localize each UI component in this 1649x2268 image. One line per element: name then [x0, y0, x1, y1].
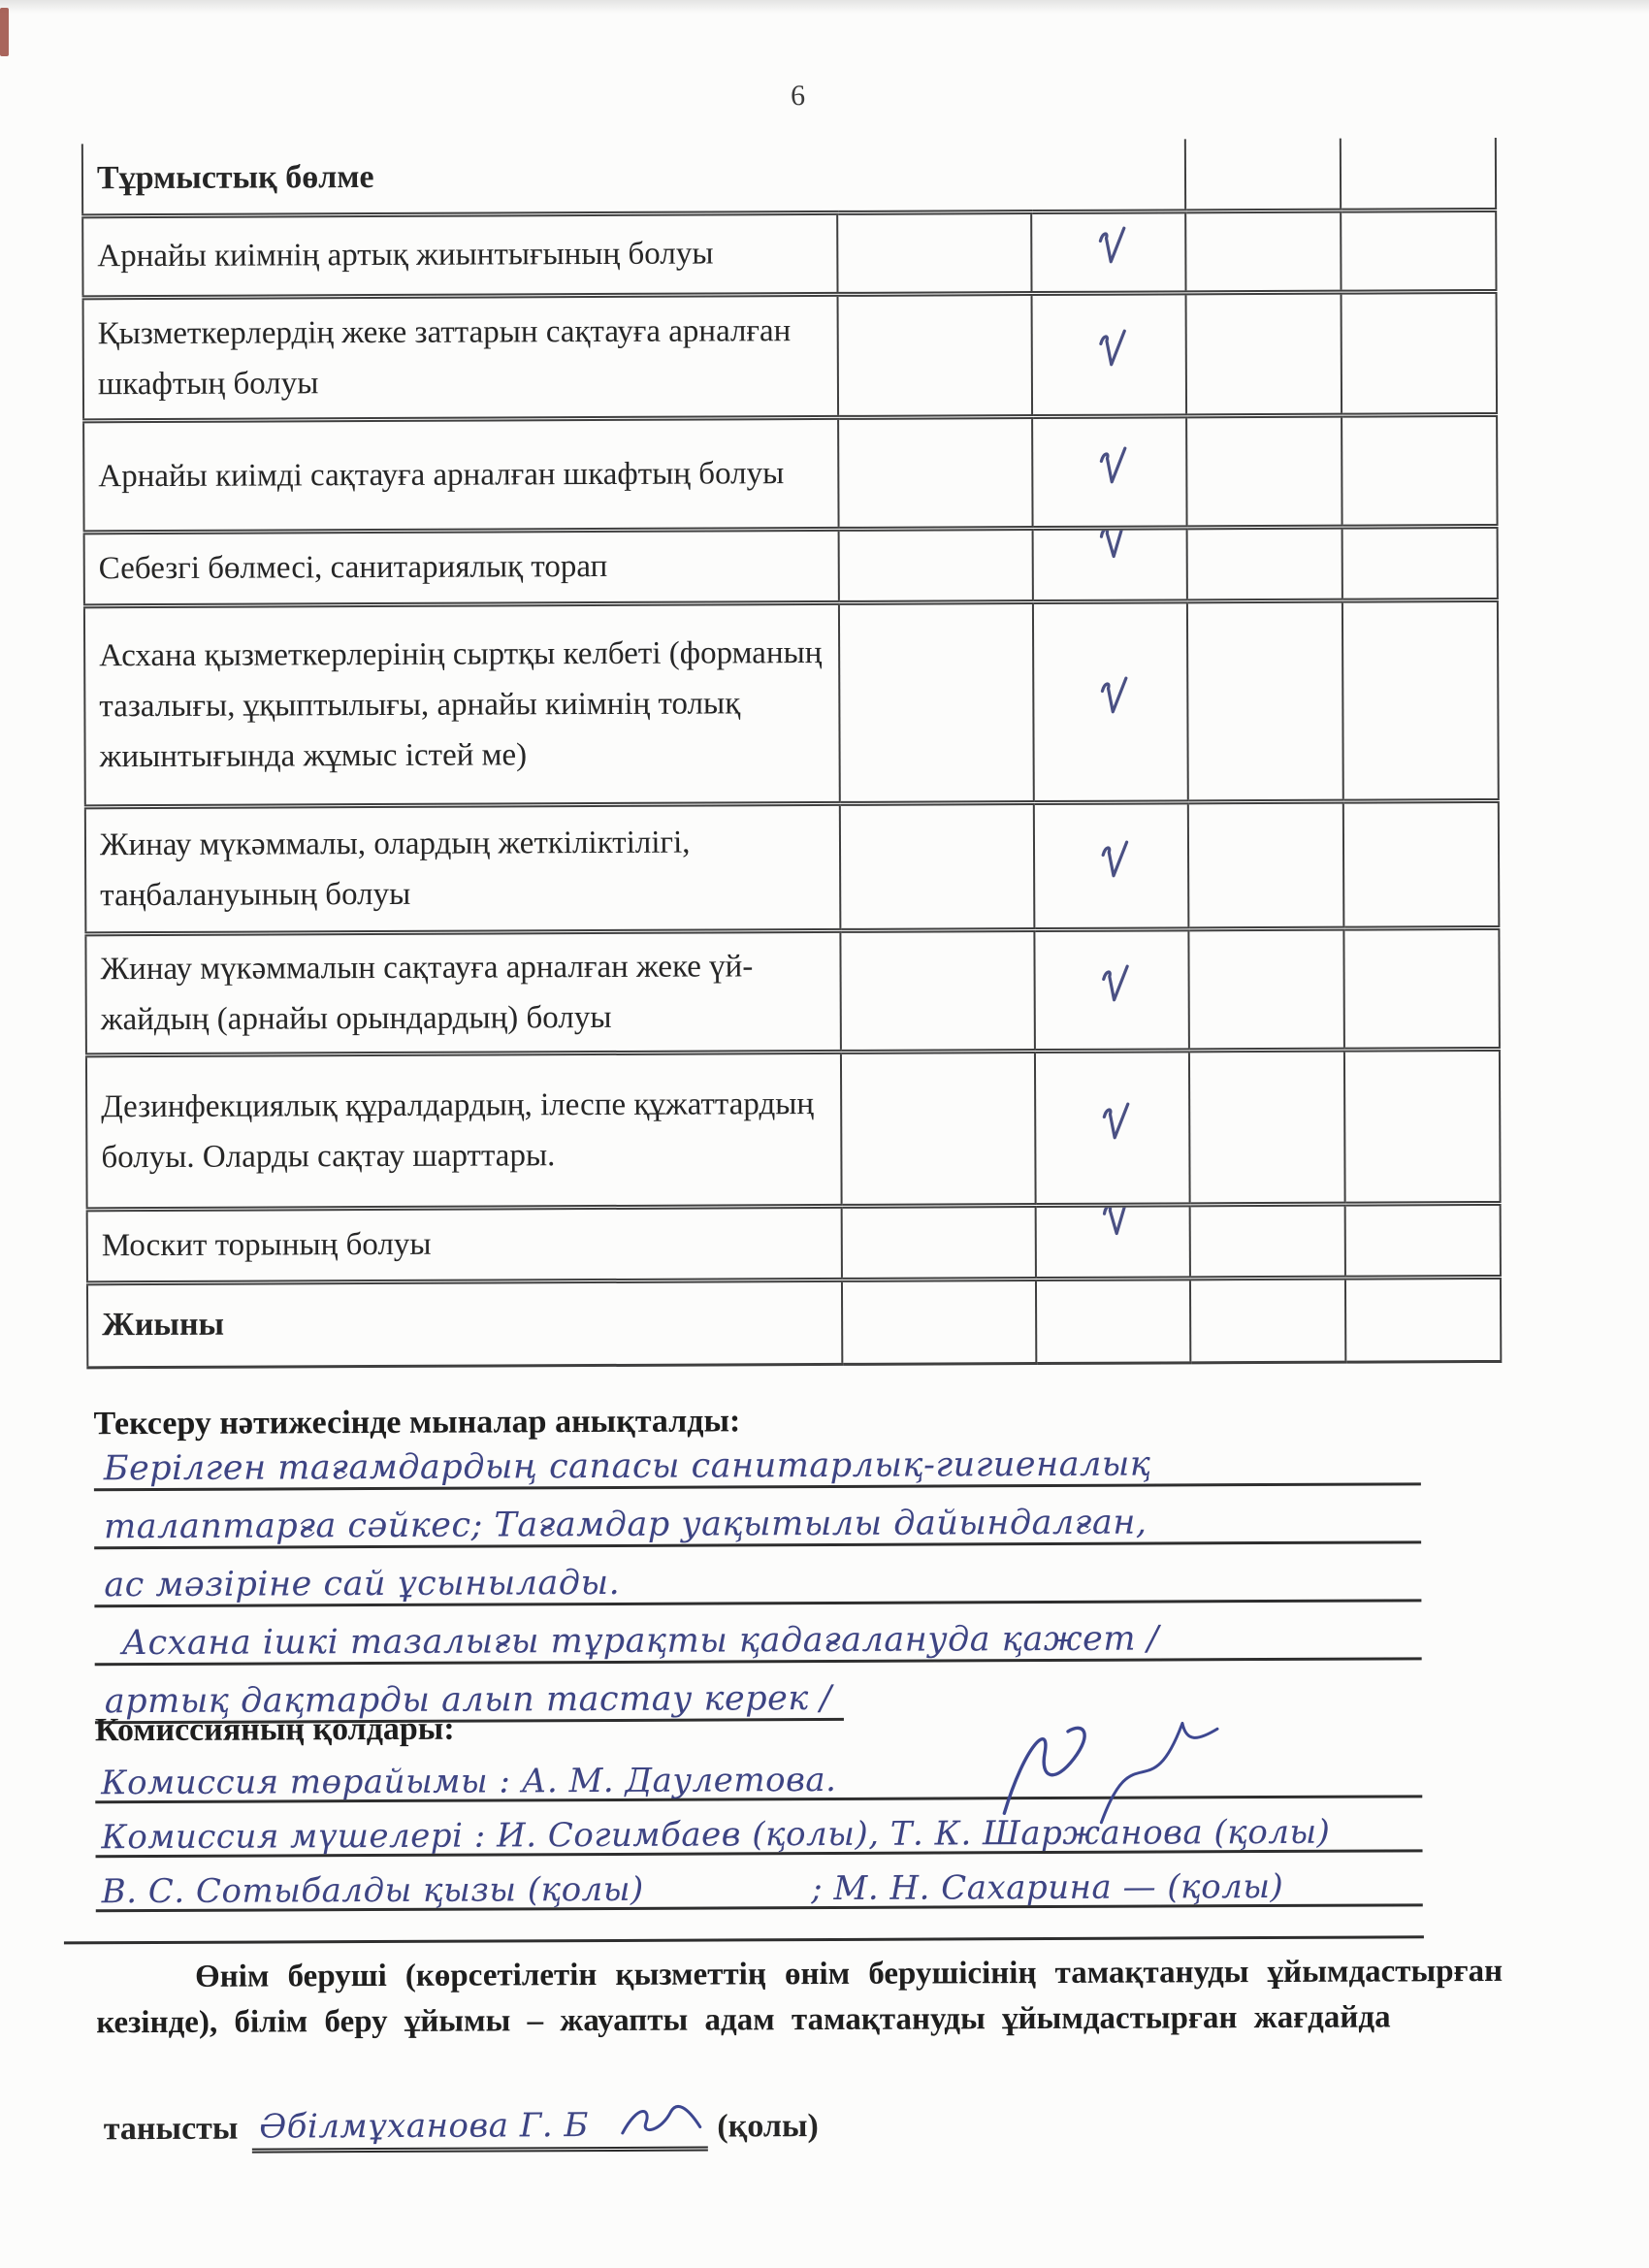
table-row — [85, 800, 1500, 933]
empty-cell — [1187, 527, 1342, 601]
empty-cell — [841, 1051, 1036, 1206]
empty-cell — [1187, 600, 1343, 802]
signature-line — [96, 1852, 1423, 1912]
header-empty-cell — [1341, 138, 1496, 211]
empty-cell — [1343, 800, 1500, 928]
signature-text: Комиссия төрайымы : А. М. Даулетова. — [101, 1760, 837, 1803]
empty-cell — [1345, 1277, 1501, 1362]
checkmark-icon — [1091, 440, 1127, 488]
empty-cell — [1185, 211, 1341, 293]
acquainted-signature-underline — [251, 2094, 707, 2154]
empty-cell — [837, 211, 1031, 294]
signature-suffix-label: (қолы) — [717, 2108, 819, 2145]
handwritten-line — [94, 1543, 1421, 1607]
acquainted-signature-row — [104, 2093, 819, 2154]
empty-cell — [1342, 291, 1498, 415]
row-label: Москит торының болуы — [87, 1206, 842, 1282]
handwritten-text: артық дақтарды алып тастау керек / — [104, 1678, 832, 1722]
total-row-label: Жиыны — [87, 1280, 842, 1367]
checkmark-icon — [1092, 670, 1128, 718]
acquainted-label: танысты — [103, 2110, 239, 2148]
empty-cell — [842, 1205, 1036, 1280]
empty-cell — [1342, 526, 1498, 600]
row-label: Арнайы киімді сақтауға арналған шкафтың болуы — [83, 417, 838, 532]
table-row — [87, 1203, 1501, 1282]
row-label: Себезгі бөлмесі, санитариялық торап — [84, 529, 839, 605]
empty-cell — [1188, 801, 1344, 929]
inspection-checklist-table — [81, 138, 1503, 1369]
empty-cell — [1188, 928, 1344, 1051]
handwritten-text: Асхана ішкі тазалығы тұрақты қадағалануда қажет / — [121, 1619, 1159, 1664]
results-handwritten-block — [94, 1427, 1422, 1724]
table-total-row — [87, 1277, 1501, 1367]
table-section-header-row — [82, 138, 1496, 215]
empty-cell — [838, 416, 1032, 529]
empty-cell — [839, 601, 1034, 803]
row-label: Арнайы киімнің артық жиынтығының болуы — [82, 212, 837, 297]
footer-paragraph: Өнім беруші (көрсетілетін қызметтің өнім берушісінің тамақтануды ұйымдастырған кезінде), білім беру ұйымы – жауапты адам тамақтануды ұйымдастырған жағдайда — [96, 1953, 1504, 2041]
check-cell — [1035, 1050, 1190, 1205]
checkmark-icon — [1093, 958, 1129, 1006]
row-label: Қызметкерлердің жеке заттарын сақтауға арналған шкафтың болуы — [83, 294, 839, 420]
table-row — [82, 210, 1496, 297]
empty-cell — [1343, 927, 1500, 1050]
section-header-cell: Тұрмыстық бөлме — [82, 139, 1185, 215]
checkmark-icon — [1094, 1204, 1132, 1240]
check-cell — [1033, 527, 1187, 601]
handwritten-line — [94, 1602, 1421, 1666]
empty-cell — [1186, 292, 1342, 416]
results-heading: Тексеру нәтижесінде мыналар анықталды: — [93, 1403, 741, 1442]
signature-text: В. С. Сотыбалды қызы (қолы) ; М. Н. Сахарина — (қолы) — [101, 1866, 1284, 1912]
empty-cell — [1189, 1050, 1345, 1205]
handwritten-text: талаптарға сәйкес; Тағамдар уақытылы дайындалған, — [103, 1503, 1148, 1547]
commission-signatures-block — [95, 1743, 1423, 1912]
row-label: Жинау мүкәммалы, олардың жеткіліктілігі, таңбалануының болуы — [85, 803, 841, 933]
empty-cell — [838, 293, 1033, 417]
page-number: 6 — [791, 80, 806, 113]
handwritten-line — [94, 1485, 1421, 1549]
handwritten-line — [94, 1427, 1421, 1491]
empty-cell — [842, 1279, 1036, 1364]
header-empty-cell — [1185, 139, 1341, 211]
checkmark-icon — [1091, 323, 1127, 371]
table-row — [83, 291, 1498, 420]
table-row — [84, 599, 1499, 806]
checkmark-icon — [1093, 834, 1129, 882]
row-label: Жинау мүкәммалын сақтауға арналған жеке үй-жайдың (арнайы орындардың) болуы — [85, 930, 841, 1054]
check-cell — [1033, 600, 1188, 802]
blank-ruled-line — [64, 1935, 1424, 1944]
acquainted-signature-flourish — [618, 2098, 705, 2143]
checkmark-icon — [1094, 1096, 1130, 1144]
check-cell — [1036, 1204, 1190, 1279]
row-label: Асхана қызметкерлерінің сыртқы келбеті (форманың тазалығы, ұқыптылығы, арнайы киімнің толық жиынтығында жұмыс істей ме) — [84, 602, 840, 806]
empty-cell — [840, 929, 1035, 1052]
check-cell — [1032, 292, 1187, 416]
acquainted-signature-name: Әбілмұханова Г. Б — [259, 2106, 589, 2147]
signature-text: Комиссия мүшелері : И. Согимбаев (қолы), Т. К. Шаржанова (қолы) — [101, 1812, 1331, 1858]
handwritten-text: ас мәзіріне сай ұсынылады. — [104, 1563, 621, 1605]
table-row — [86, 1049, 1501, 1209]
empty-cell — [1342, 599, 1499, 801]
empty-cell — [1190, 1278, 1345, 1363]
empty-cell — [1344, 1049, 1501, 1204]
commission-heading: Комиссияның қолдары: — [94, 1710, 455, 1749]
table-row — [85, 927, 1500, 1054]
empty-cell — [840, 802, 1035, 930]
empty-cell — [839, 528, 1033, 602]
check-cell — [1036, 1278, 1190, 1363]
signature-line — [95, 1743, 1422, 1803]
signature-line — [95, 1798, 1422, 1858]
empty-cell — [1341, 210, 1496, 292]
row-label: Дезинфекциялық құралдардың, ілеспе құжаттардың болуы. Оларды сақтау шарттары. — [86, 1052, 842, 1209]
check-cell — [1032, 415, 1187, 528]
empty-cell — [1342, 414, 1498, 527]
table-row — [83, 414, 1498, 532]
empty-cell — [1345, 1203, 1501, 1278]
checkmark-icon — [1090, 220, 1126, 268]
check-cell — [1031, 211, 1185, 293]
check-cell — [1034, 801, 1189, 929]
table-row — [84, 526, 1498, 605]
checkmark-icon — [1091, 527, 1129, 563]
handwritten-text: Берілген тағамдардың сапасы санитарлық-гигиеналық — [103, 1444, 1151, 1489]
empty-cell — [1190, 1204, 1345, 1279]
check-cell — [1034, 928, 1189, 1051]
empty-cell — [1186, 415, 1342, 528]
